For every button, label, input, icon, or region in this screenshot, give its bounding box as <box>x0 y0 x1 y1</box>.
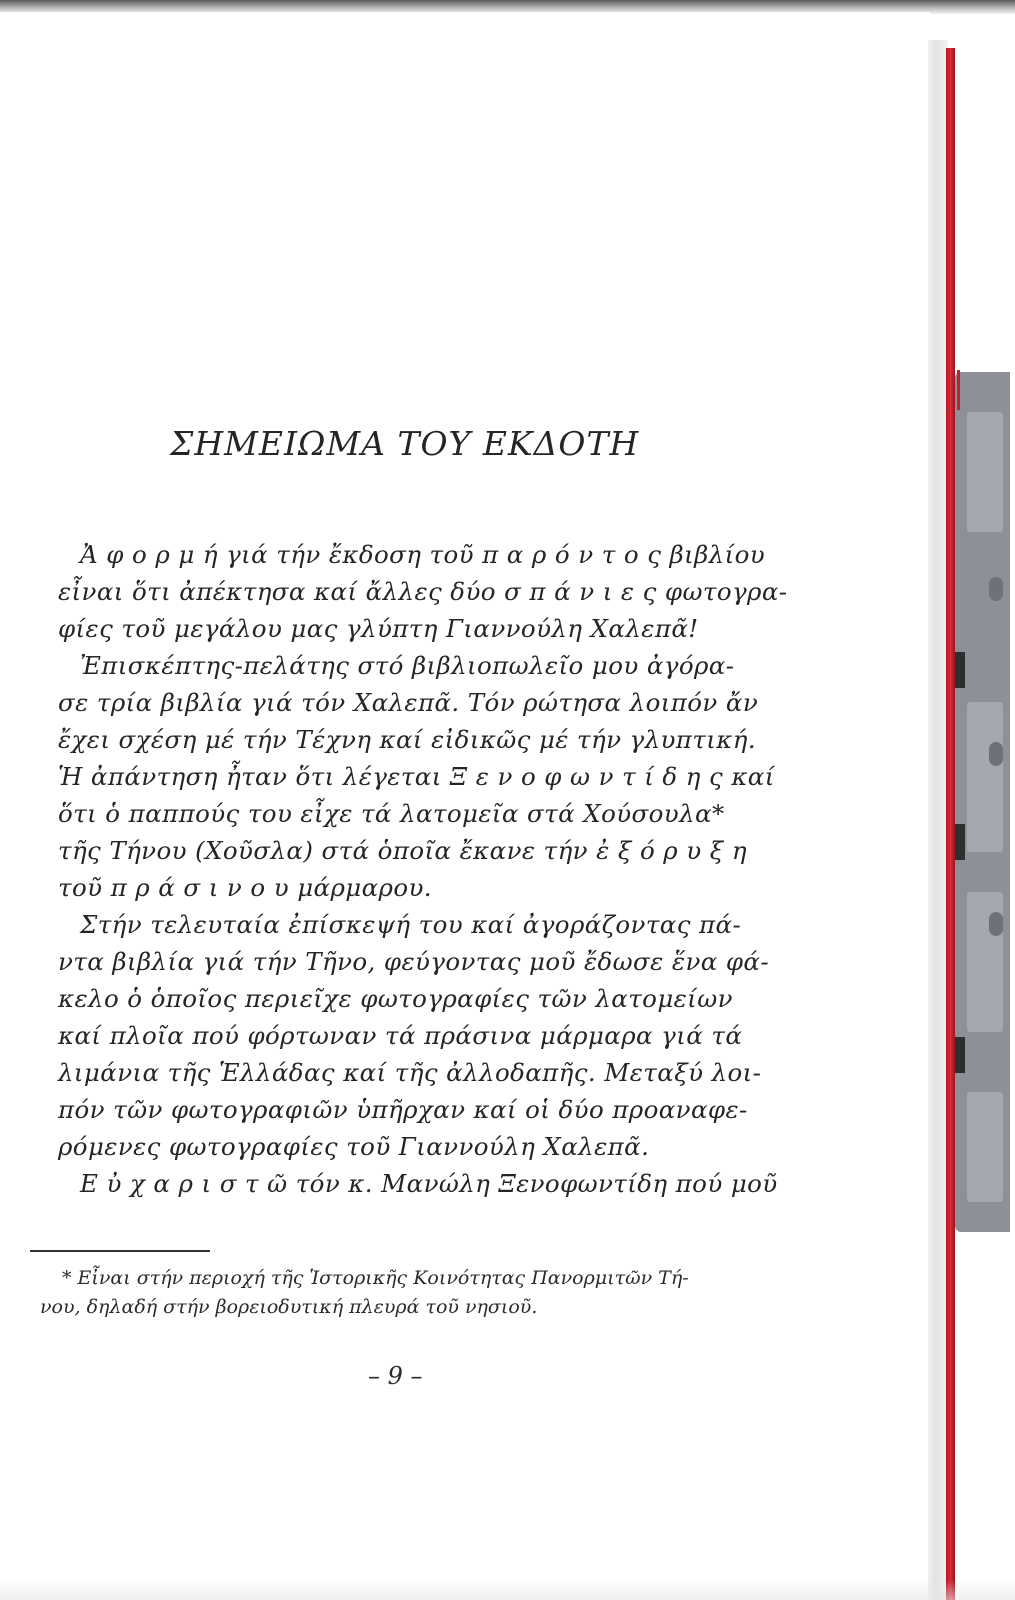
page-stack-edge <box>928 40 948 1600</box>
body-line: εἶναι ὅτι ἀπέκτησα καί ἄλλες δύο σ π ά ν ι ε ς φωτογρα- <box>58 577 788 606</box>
holder-tab <box>955 652 965 688</box>
footnote-line: νου, δηλαδή στήν βορειοδυτική πλευρά τοῦ νησιοῦ. <box>40 1296 538 1318</box>
body-line: φίες τοῦ μεγάλου μας γλύπτη Γιαννούλη Χαλεπᾶ! <box>58 614 699 643</box>
body-line: ὅτι ὁ παππούς του εἶχε τά λατομεῖα στά Χούσουλα* <box>58 799 725 828</box>
body-line: ἔχει σχέση μέ τήν Τέχνη καί εἰδικῶς μέ τήν γλυπτική. <box>58 725 757 754</box>
body-line: ρόμενες φωτογραφίες τοῦ Γιαννούλη Χαλεπᾶ. <box>58 1132 650 1161</box>
book-spine-red <box>946 48 955 1600</box>
page-title: ΣΗΜΕΙΩΜΑ ΤΟΥ ΕΚΔΟΤΗ <box>170 424 640 463</box>
body-line: ντα βιβλία γιά τήν Τῆνο, φεύγοντας μοῦ ἔδωσε ἕνα φά- <box>58 947 770 976</box>
body-line: Ἐπισκέπτης-πελάτης στό βιβλιοπωλεῖο μου ἀγόρα- <box>80 651 735 680</box>
scanner-holder <box>955 372 1010 1232</box>
body-line: τοῦ π ρ ά σ ι ν ο υ μάρμαρου. <box>58 873 432 902</box>
body-line: Ἡ ἀπάντηση ἦταν ὅτι λέγεται Ξ ε ν ο φ ω ν τ ί δ η ς καί <box>58 762 775 791</box>
holder-tab <box>955 824 965 860</box>
holder-slot <box>967 1092 1003 1202</box>
body-line: τῆς Τήνου (Χοῦσλα) στά ὁποῖα ἔκανε τήν ἐ ξ ό ρ υ ξ η <box>58 836 747 865</box>
body-line: σε τρία βιβλία γιά τόν Χαλεπᾶ. Τόν ρώτησα λοιπόν ἄν <box>58 688 759 717</box>
body-line: καί πλοῖα πού φόρτωναν τά πράσινα μάρμαρα γιά τά <box>58 1021 743 1050</box>
spine-highlight <box>957 370 960 410</box>
holder-dot <box>989 577 1003 601</box>
footnote-line: * Εἶναι στήν περιοχή τῆς Ἱστορικῆς Κοινότητας Πανορμιτῶν Τή- <box>62 1267 689 1289</box>
body-line: κελο ὁ ὁποῖος περιεῖχε φωτογραφίες τῶν λατομείων <box>58 984 733 1013</box>
body-line: Ἀ φ ο ρ μ ή γιά τήν ἔκδοση τοῦ π α ρ ό ν τ ο ς βιβλίου <box>80 540 766 569</box>
body-line: Στήν τελευταία ἐπίσκεψή του καί ἀγοράζοντας πά- <box>80 910 742 939</box>
footnote-divider <box>30 1250 210 1252</box>
holder-tab <box>955 1037 965 1073</box>
holder-dot <box>989 742 1003 766</box>
body-line: πόν τῶν φωτογραφιῶν ὑπῆρχαν καί οἱ δύο προαναφε- <box>58 1095 748 1124</box>
holder-slot <box>967 702 1003 852</box>
holder-slot <box>967 412 1003 532</box>
body-line: λιμάνια τῆς Ἑλλάδας καί τῆς ἀλλοδαπῆς. Μεταξύ λοι- <box>58 1058 762 1087</box>
page-number: – 9 – <box>368 1362 423 1390</box>
book-page <box>0 12 930 1600</box>
body-line: Ε ὐ χ α ρ ι σ τ ῶ τόν κ. Μανώλη Ξενοφωντίδη πού μοῦ <box>80 1169 778 1198</box>
bottom-shadow <box>0 1580 1015 1600</box>
holder-dot <box>989 912 1003 936</box>
